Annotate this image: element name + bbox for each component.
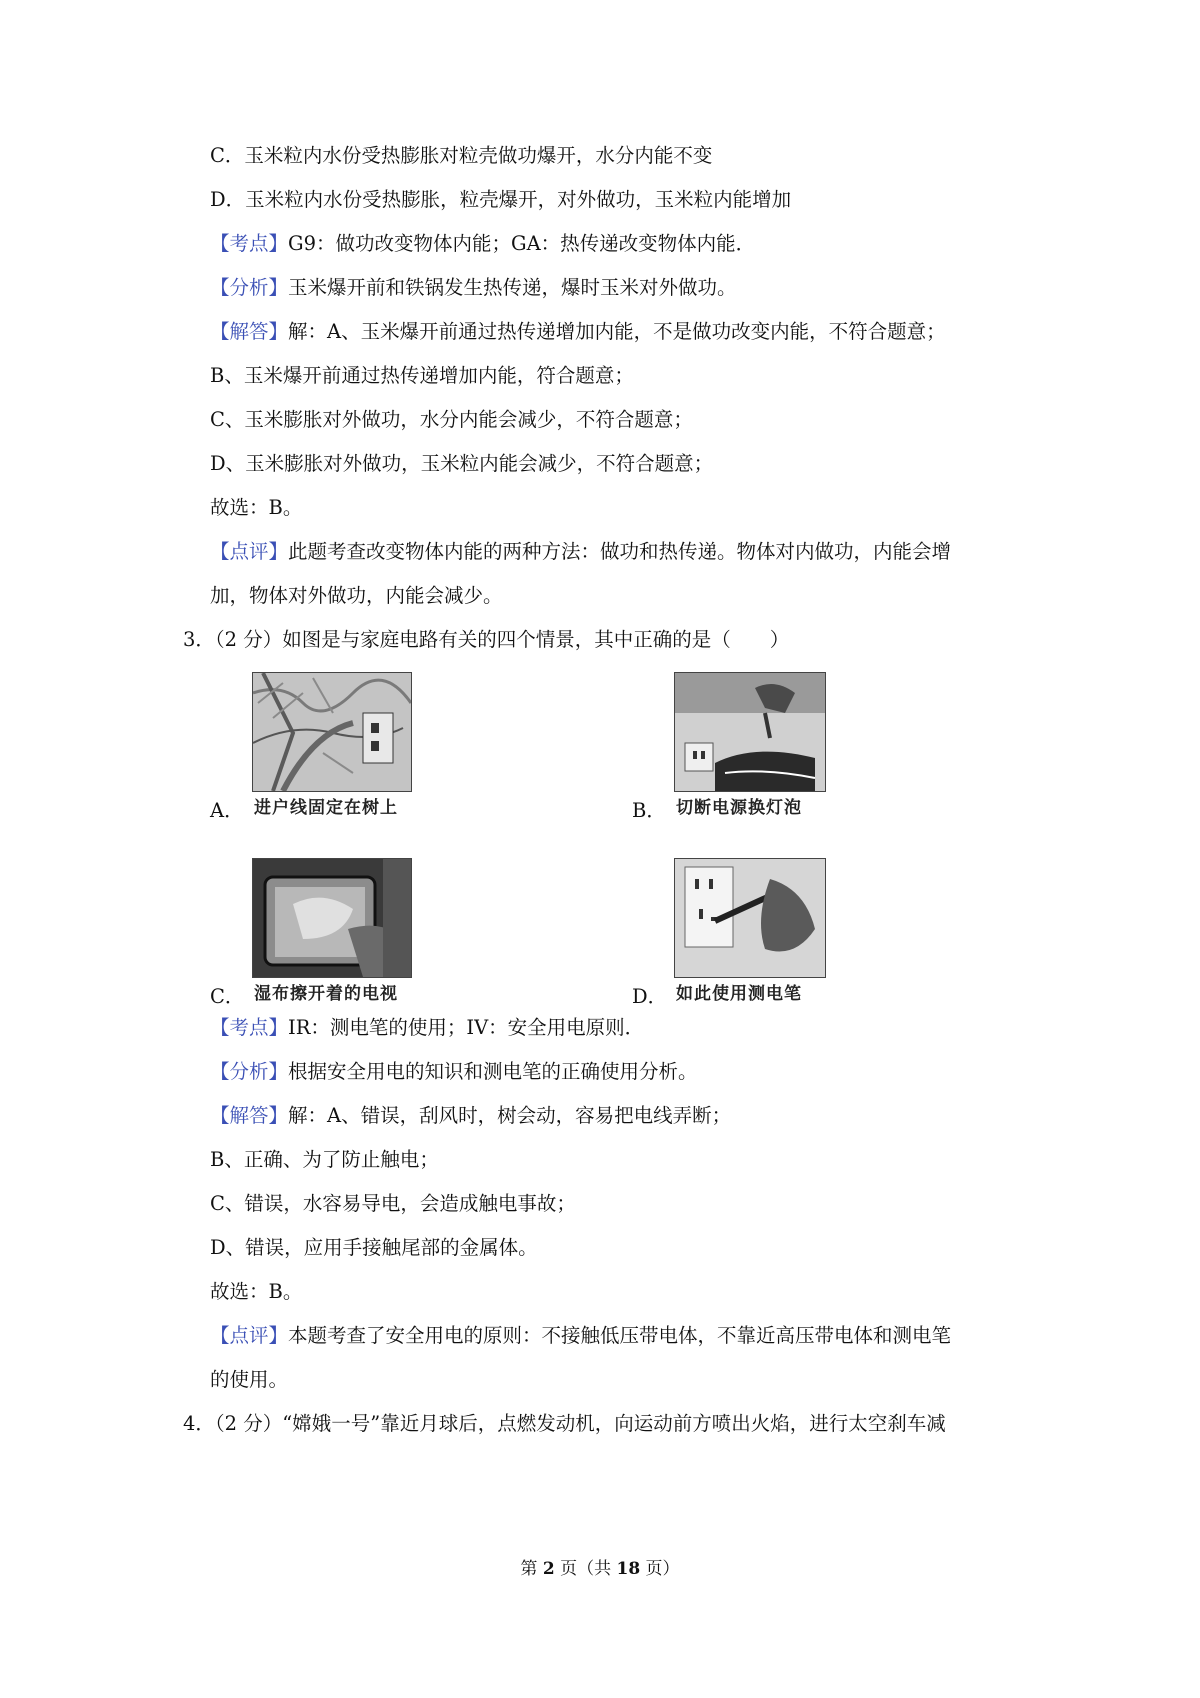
footer-middle: 页（共 — [554, 1559, 617, 1579]
dianping-text: 此题考查改变物体内能的两种方法：做功和热传递。物体对内做功，内能会增 — [288, 540, 952, 563]
figure-a-letter: A． — [210, 799, 244, 822]
q2-jieda — [210, 319, 946, 345]
figure-a — [210, 672, 470, 822]
figure-d-image — [674, 858, 826, 978]
figure-b-letter: B． — [632, 799, 666, 822]
footer-suffix: 页） — [640, 1559, 680, 1579]
figure-c-image — [252, 858, 412, 978]
dianping-tag: 【点评】 — [210, 540, 289, 563]
q3-choice: 故选：B。 — [210, 1280, 303, 1303]
question-4: 4．（2 分）“嫦娥一号”靠近月球后，点燃发动机，向运动前方喷出火焰，进行太空刹车减 — [183, 1412, 946, 1435]
option-d-text: D．玉米粒内水份受热膨胀，粒壳爆开，对外做功，玉米粒内能增加 — [210, 188, 792, 211]
kaodian-text: IR：测电笔的使用；IV：安全用电原则． — [288, 1016, 645, 1039]
figure-c — [210, 858, 470, 1008]
q3-answer-b: B、正确、为了防止触电； — [210, 1148, 439, 1171]
figure-a-image — [252, 672, 412, 792]
q2-answer-b: B、玉米爆开前通过热传递增加内能，符合题意； — [210, 364, 634, 387]
figure-b-caption: 切断电源换灯泡 — [676, 798, 802, 818]
option-c-text: C．玉米粒内水份受热膨胀对粒壳做功爆开，水分内能不变 — [210, 144, 713, 167]
figure-b — [632, 672, 892, 822]
fenxi-text: 玉米爆开前和铁锅发生热传递，爆时玉米对外做功。 — [288, 276, 737, 299]
kaodian-tag: 【考点】 — [210, 232, 289, 255]
jieda-tag: 【解答】 — [210, 1104, 289, 1127]
figure-a-caption: 进户线固定在树上 — [254, 798, 398, 818]
dianping-tag: 【点评】 — [210, 1324, 289, 1347]
q2-choice: 故选：B。 — [210, 496, 303, 519]
q2-dianping — [210, 539, 951, 565]
q3-jieda — [210, 1103, 731, 1129]
jieda-text: 解：A、玉米爆开前通过热传递增加内能，不是做功改变内能，不符合题意； — [288, 320, 946, 343]
q2-dianping-cont: 加，物体对外做功，内能会减少。 — [210, 584, 503, 607]
figure-d-caption: 如此使用测电笔 — [676, 984, 802, 1004]
footer-prefix: 第 — [520, 1559, 543, 1579]
fenxi-text: 根据安全用电的知识和测电笔的正确使用分析。 — [288, 1060, 698, 1083]
fenxi-tag: 【分析】 — [210, 1060, 289, 1083]
kaodian-text: G9：做功改变物体内能；GA：热传递改变物体内能． — [288, 232, 756, 255]
question-3: 3．（2 分）如图是与家庭电路有关的四个情景，其中正确的是（ ） — [183, 628, 790, 651]
q2-answer-c: C、玉米膨胀对外做功，水分内能会减少，不符合题意； — [210, 408, 693, 431]
q3-fenxi — [210, 1059, 698, 1085]
q2-answer-d: D、玉米膨胀对外做功，玉米粒内能会减少，不符合题意； — [210, 452, 714, 475]
q3-dianping — [210, 1323, 951, 1349]
q2-fenxi — [210, 275, 737, 301]
footer-total-pages: 18 — [616, 1559, 641, 1579]
jieda-text: 解：A、错误，刮风时，树会动，容易把电线弄断； — [288, 1104, 732, 1127]
q3-dianping-cont: 的使用。 — [210, 1368, 289, 1391]
q3-answer-d: D、错误，应用手接触尾部的金属体。 — [210, 1236, 538, 1259]
fenxi-tag: 【分析】 — [210, 276, 289, 299]
figure-d — [632, 858, 892, 1008]
figure-d-letter: D． — [632, 985, 668, 1008]
q2-kaodian — [210, 231, 755, 257]
footer-page-number: 2 — [542, 1559, 555, 1579]
q3-answer-c: C、错误，水容易导电，会造成触电事故； — [210, 1192, 576, 1215]
figure-c-caption: 湿布擦开着的电视 — [254, 984, 398, 1004]
q3-kaodian — [210, 1015, 644, 1041]
jieda-tag: 【解答】 — [210, 320, 289, 343]
figure-b-image — [674, 672, 826, 792]
kaodian-tag: 【考点】 — [210, 1016, 289, 1039]
page-footer — [0, 1558, 1200, 1580]
figure-c-letter: C． — [210, 985, 245, 1008]
dianping-text: 本题考查了安全用电的原则：不接触低压带电体，不靠近高压带电体和测电笔 — [288, 1324, 952, 1347]
